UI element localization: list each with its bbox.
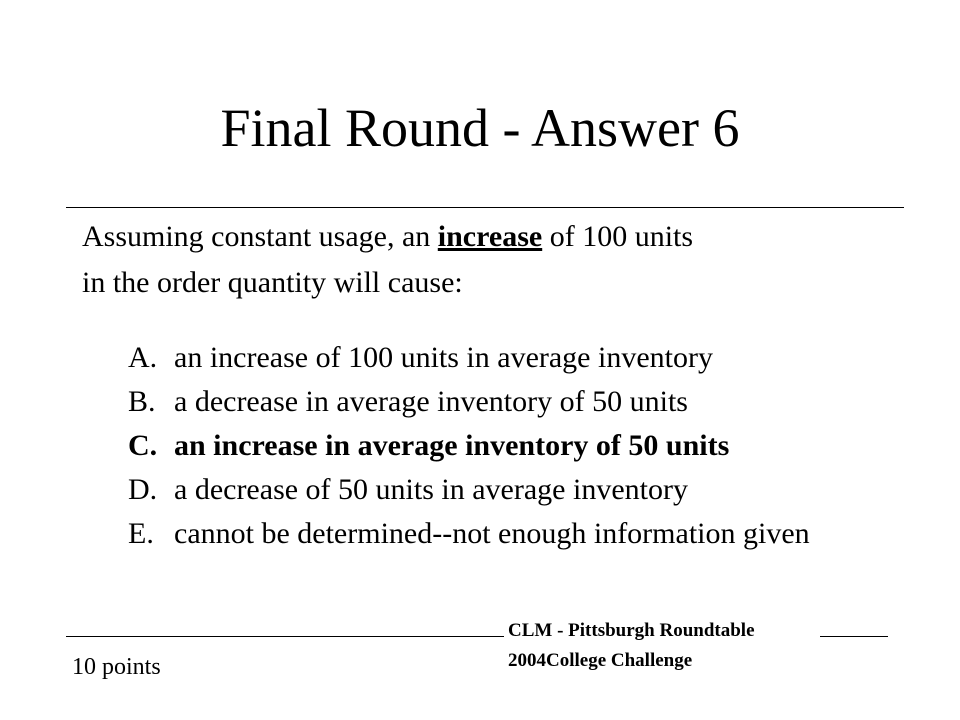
question-line-2: in the order quantity will cause: [82, 266, 463, 299]
option-c-correct [128, 424, 908, 468]
option-text: cannot be determined--not enough information given [174, 517, 810, 550]
question-part-1: Assuming constant usage, an [82, 220, 438, 253]
answer-options [128, 336, 908, 556]
option-d [128, 468, 908, 512]
option-letter: B. [128, 385, 156, 418]
option-text: a decrease in average inventory of 50 units [174, 385, 688, 418]
option-text: a decrease of 50 units in average inventory [174, 473, 688, 506]
option-letter: A. [128, 341, 158, 374]
question-highlight: increase [437, 220, 543, 253]
option-a [128, 336, 908, 380]
slide-title: Final Round - Answer 6 [220, 98, 740, 158]
option-text: an increase of 100 units in average inventory [174, 341, 713, 374]
footer-event: 2004College Challenge [508, 650, 693, 671]
footer-credit [508, 616, 755, 676]
option-letter: C. [128, 429, 158, 462]
question-part-2: of 100 units [542, 220, 694, 253]
option-b [128, 380, 908, 424]
option-text: an increase in average inventory of 50 units [174, 429, 730, 462]
points-label: 10 points [72, 654, 161, 680]
question-text [82, 214, 902, 306]
footer-org: CLM - Pittsburgh Roundtable [508, 620, 755, 641]
footer-divider-left [66, 636, 504, 637]
footer-divider-right [820, 636, 888, 637]
title-divider [66, 207, 904, 208]
option-letter: E. [128, 517, 154, 550]
question-line-1 [82, 214, 902, 260]
option-e [128, 512, 908, 556]
option-letter: D. [128, 473, 158, 506]
